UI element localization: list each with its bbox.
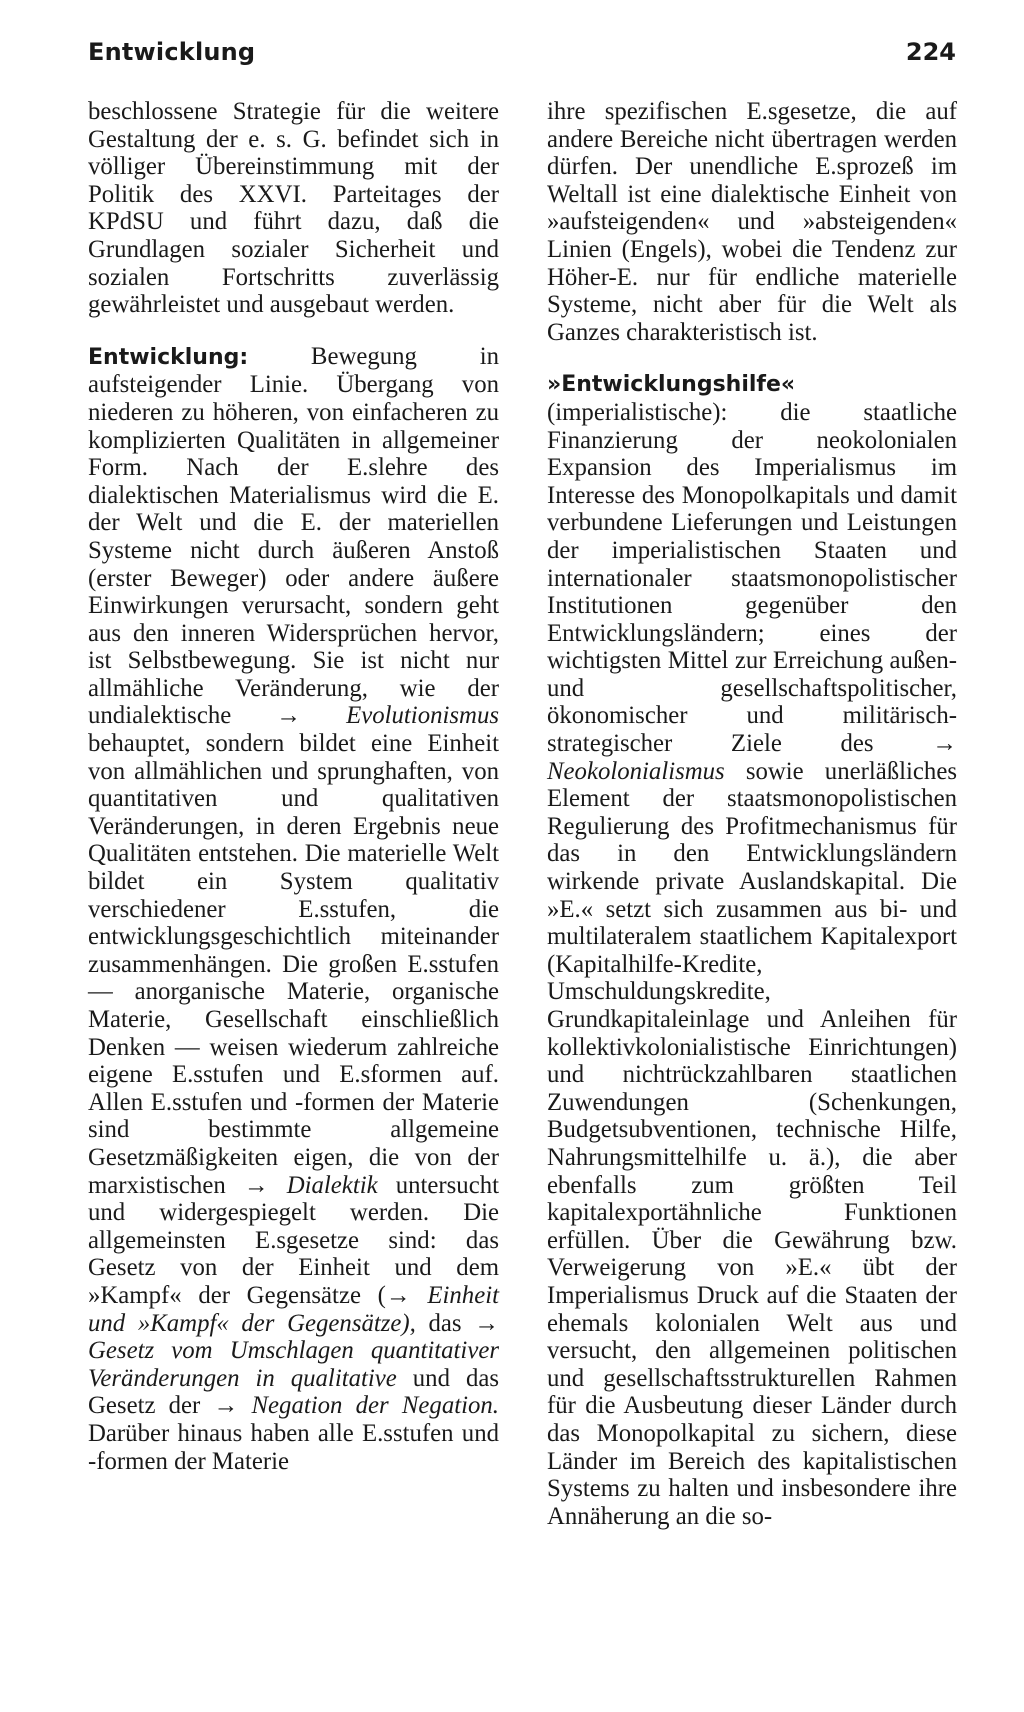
text-segment: (imperialistische): die staatliche Finanzierung der neokolonialen Expansion des Imperialismus im Interesse des Monopolkapitals und damit verbundene Lieferungen und Leistungen der imperialistischen Staaten und internationaler staatsmonopolistischer Institutionen gegenüber den Entwicklungsländern; eines der wichtigsten Mittel zur Erreichung außen- und gesellschaftspolitischer, ökonomischer und militärisch-strategischer Ziele des → xyxy=(547,398,957,758)
cross-reference: Evolutionismus xyxy=(346,702,499,730)
headword: »Entwicklungshilfe« xyxy=(547,372,796,398)
running-head: Entwicklung xyxy=(88,38,256,66)
paragraph-continuation xyxy=(88,98,499,319)
right-column xyxy=(547,98,957,1530)
cross-reference: Dialektik xyxy=(286,1171,378,1199)
text-segment: beschlossene Strategie für die weitere Gestaltung der e. s. G. befindet sich in völliger Übereinstimmung mit der Politik des XXVI. Parteitages der KPdSU und führt dazu, daß die Grundlagen sozialer Sicherheit und sozialen Fortschritts zuverlässig gewährleistet und ausgebaut werden. xyxy=(88,98,499,319)
cross-reference: Negation der Negation. xyxy=(251,1392,499,1420)
text-segment: ihre spezifischen E.sgesetze, die auf andere Bereiche nicht übertragen werden dürfen. Der unendliche E.sprozeß im Weltall ist eine dialektische Einheit von »aufsteigenden« und »absteigenden« Linien (Engels), wobei die Tendenz zur Höher-E. nur für endliche materielle Systeme, nicht aber für die Welt als Ganzes charakteristisch ist. xyxy=(547,98,957,346)
paragraph-continuation xyxy=(547,98,957,346)
cross-reference: Einheit und »Kampf« der Gegensätze), xyxy=(88,1281,499,1337)
cross-reference: Gesetz vom Umschlagen quantitativer Veränderungen in qualitative xyxy=(88,1337,499,1392)
entry-entwicklungshilfe xyxy=(547,370,957,1530)
left-column xyxy=(88,98,499,1475)
cross-reference: Neokolonialismus xyxy=(547,757,725,785)
text-segment: das → xyxy=(415,1309,500,1337)
page-number: 224 xyxy=(905,38,956,66)
headword: Entwicklung: xyxy=(88,344,249,370)
text-segment: Bewegung in aufsteigender Linie. Übergang von niederen zu höheren, von einfacheren zu komplizierten Qualitäten in allgemeiner Form. Nach der E.slehre des dialektischen Materialismus wird die E. der Welt und die E. der materiellen Systeme nicht durch äußeren Anstoß (erster Beweger) oder andere äußere Einwirkungen verursacht, sondern geht aus den inneren Widersprüchen hervor, ist Selbstbewegung. Sie ist nicht nur allmähliche Veränderung, wie der undialektische → xyxy=(88,342,499,730)
text-segment: Darüber hinaus haben alle E.sstufen und -formen der Materie xyxy=(88,1419,499,1475)
text-segment: behauptet, sondern bildet eine Einheit von allmählichen und sprunghaften, von quantitativen und qualitativen Veränderungen, in deren Ergebnis neue Qualitäten entstehen. Die materielle Welt bildet ein System qualitativ verschiedener E.sstufen, die entwicklungsgeschichtlich miteinander zusammenhängen. Die großen E.sstufen — anorganische Materie, organische Materie, Gesellschaft einschließlich Denken — weisen wiederum zahlreiche eigene E.sstufen und E.sformen auf. Allen E.sstufen und -formen der Materie sind bestimmte allgemeine Gesetzmäßigkeiten eigen, die von der marxistischen → xyxy=(88,730,499,1199)
text-segment: und das Gesetz der → xyxy=(88,1364,499,1420)
entry-entwicklung xyxy=(88,343,499,1475)
text-segment: untersucht und widergespiegelt werden. Die allgemeinsten E.sgesetze sind: das Gesetz von der Einheit und dem »Kampf« der Gegensätze (→ xyxy=(88,1171,499,1309)
page-header xyxy=(88,38,956,78)
text-segment: sowie unerläßliches Element der staatsmonopolistischen Regulierung des Profitmechanismus für das in den Entwicklungsländern wirkende private Auslandskapital. Die »E.« setzt sich zusammen aus bi- und multilateralem staatlichem Kapitalexport (Kapitalhilfe-Kredite, Umschuldungskredite, Grundkapitaleinlage und Anleihen für kollektivkolonialistische Einrichtungen) und nichtrückzahlbaren staatlichen Zuwendungen (Schenkungen, Budgetsubventionen, technische Hilfe, Nahrungsmittelhilfe u. ä.), die aber ebenfalls zum größten Teil kapitalexportähnliche Funktionen erfüllen. Über die Gewährung bzw. Verweigerung von »E.« übt der Imperialismus Druck auf die Staaten der ehemals kolonialen Welt aus und versucht, den allgemeinen politischen und gesellschaftsstrukturellen Rahmen für die Ausbeutung dieser Länder durch das Monopolkapital zu sichern, diese Länder im Bereich des kapitalistischen Systems zu halten und insbesondere ihre Annäherung an die so- xyxy=(547,757,957,1530)
